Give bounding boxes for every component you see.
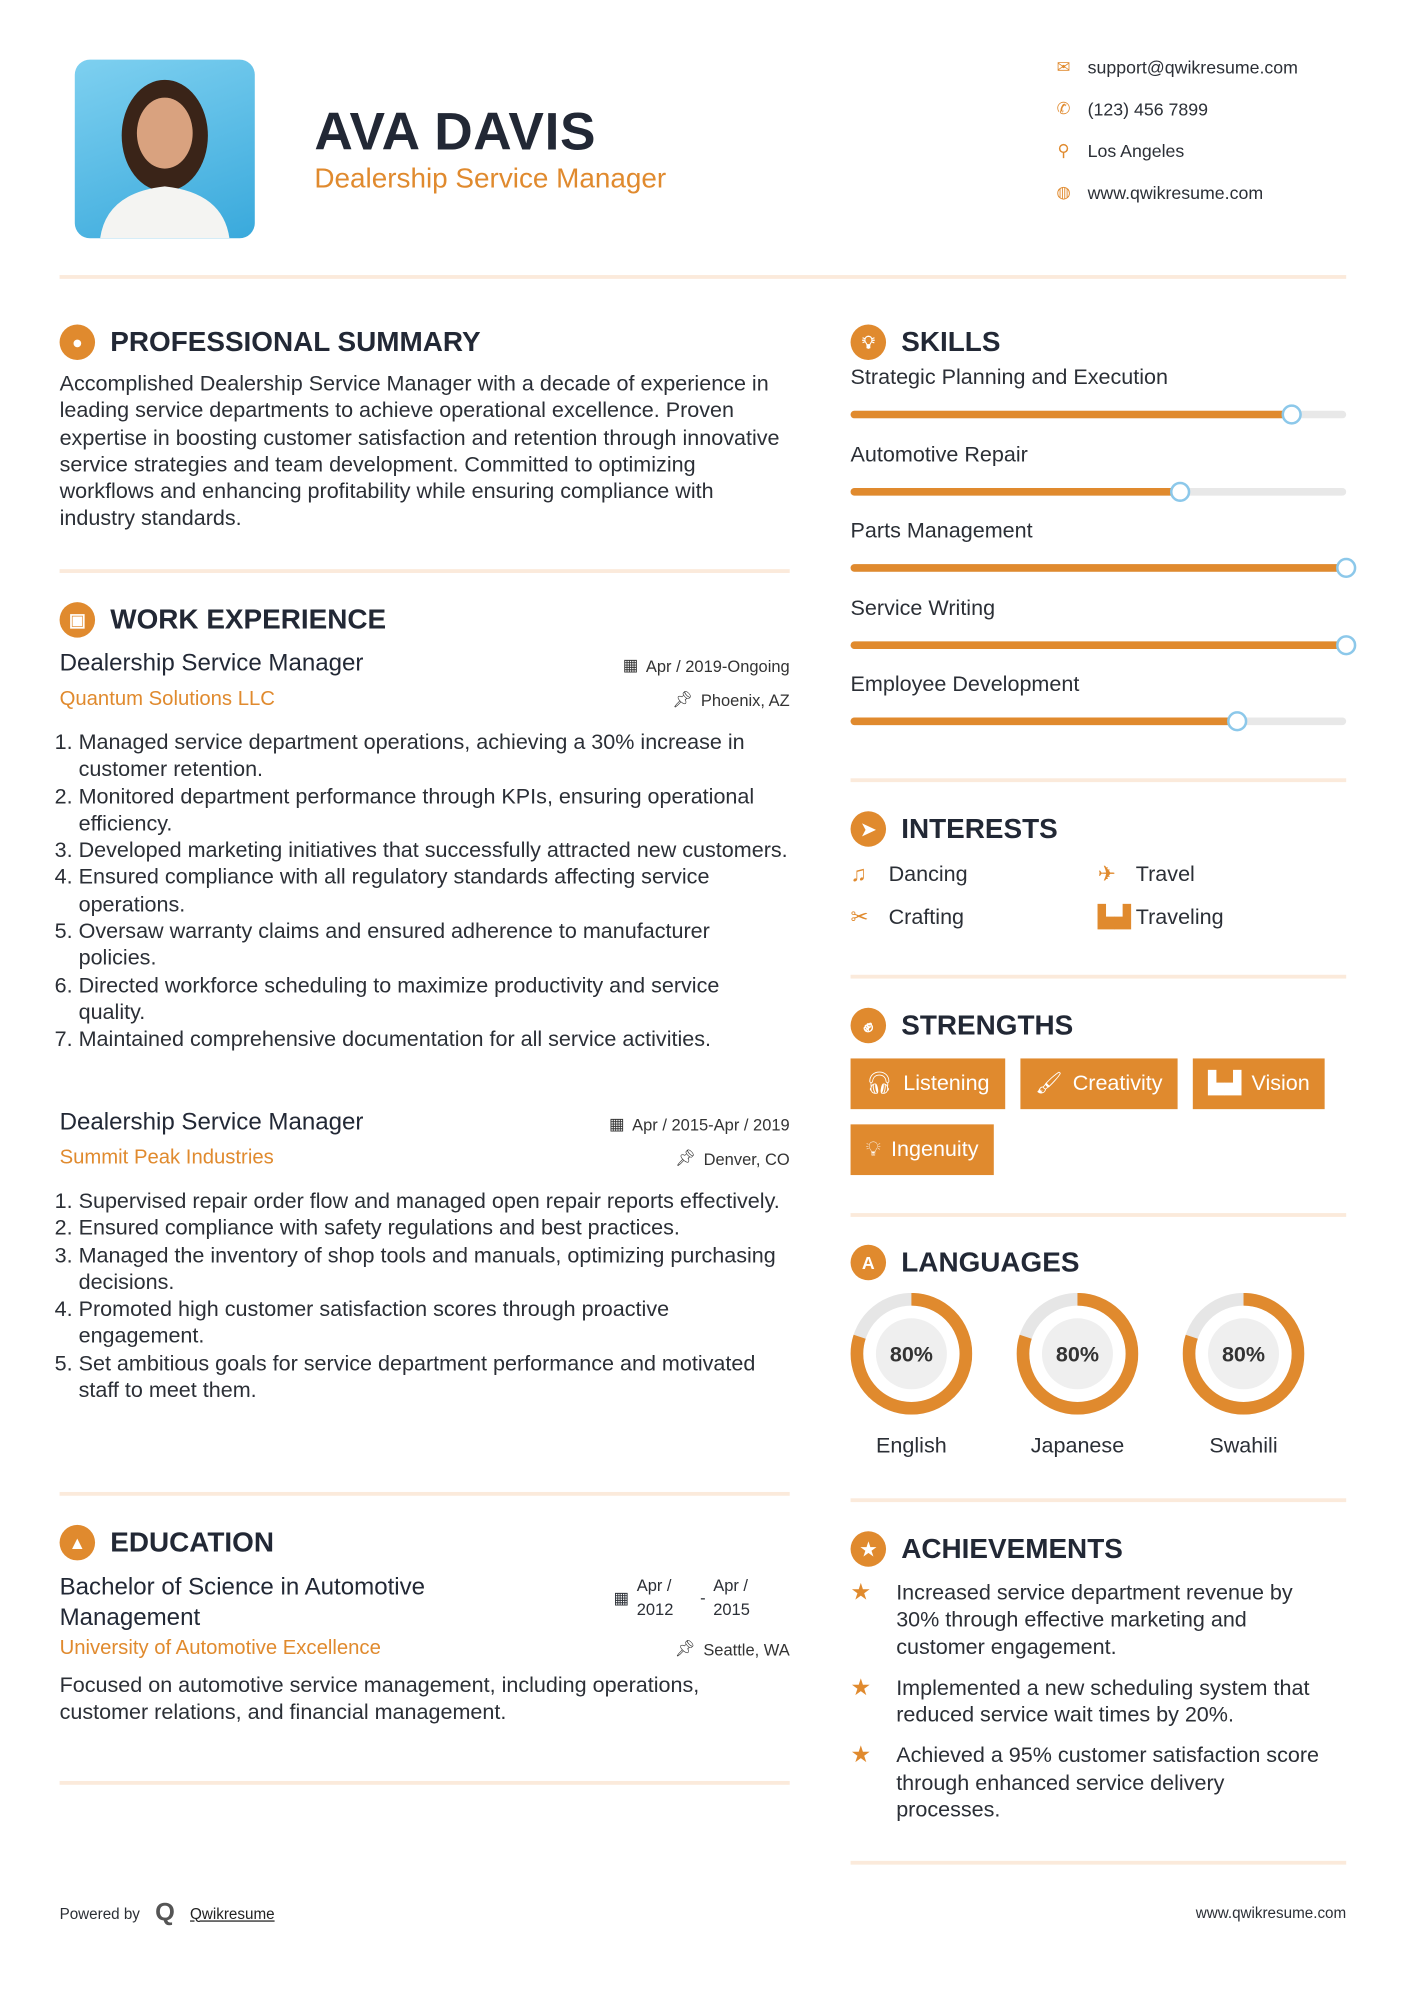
achievement-text: Achieved a 95% customer satisfaction score through enhanced service delivery processes. — [896, 1743, 1320, 1822]
profile-photo — [75, 60, 255, 239]
company-name: Summit Peak Industries — [59, 1147, 274, 1169]
achievement-item — [851, 1674, 1333, 1728]
skill-item — [851, 595, 1347, 672]
language-ring — [1017, 1293, 1139, 1415]
divider — [851, 1861, 1347, 1865]
heading-text: WORK EXPERIENCE — [110, 603, 387, 636]
work-heading — [60, 602, 790, 637]
skill-bar-fill — [851, 411, 1292, 419]
language-item — [1017, 1293, 1139, 1459]
strength-badge — [851, 1124, 994, 1175]
heading-text: SKILLS — [901, 325, 1001, 358]
skill-bar-knob — [1282, 404, 1302, 424]
music-icon: ♫ — [850, 861, 867, 887]
location-text: Seattle, WA — [703, 1639, 790, 1659]
interests-heading — [851, 811, 1347, 846]
achievement-text: Implemented a new scheduling system that reduced service wait times by 20%. — [896, 1675, 1310, 1727]
skill-bar — [851, 487, 1347, 495]
bullet: 2. Monitored department performance through KPIs, ensuring operational efficiency. — [79, 783, 790, 837]
bullet: 4. Ensured compliance with all regulatory standards affecting service operations. — [79, 864, 790, 918]
interest-item — [1098, 862, 1345, 887]
bullet: 2. Ensured compliance with safety regulations and best practices. — [79, 1215, 790, 1242]
location-text: Phoenix, AZ — [700, 690, 790, 710]
bullet: 3. Developed marketing initiatives that successfully attracted new customers. — [79, 837, 790, 864]
language-ring — [851, 1293, 973, 1415]
skill-item — [851, 518, 1347, 595]
skill-item — [851, 442, 1347, 519]
school-name: University of Automotive Excellence — [59, 1637, 381, 1660]
strength-label: Listening — [903, 1071, 990, 1096]
job-entry-2 — [60, 1109, 790, 1404]
dates-text: Apr / 2019-Ongoing — [645, 655, 790, 675]
pushpin-icon: 📌︎ — [672, 689, 694, 709]
paper-plane-icon: ➤ — [851, 811, 886, 846]
divider — [851, 778, 1347, 782]
heading-text: EDUCATION — [110, 1526, 274, 1558]
powered-by-text: Powered by — [59, 1904, 140, 1923]
education-heading — [60, 1525, 790, 1560]
company-name: Quantum Solutions LLC — [59, 688, 275, 710]
interests-section — [851, 811, 1347, 930]
heading-text: ACHIEVEMENTS — [901, 1532, 1123, 1565]
star-icon: ★ — [850, 1674, 872, 1700]
lightbulb-icon: 💡︎ — [865, 1137, 881, 1162]
summary-heading — [60, 325, 790, 360]
job-dates — [623, 655, 790, 675]
heading-text: INTERESTS — [901, 812, 1058, 845]
bullet: 4. Promoted high customer satisfaction scores through proactive engagement. — [79, 1296, 790, 1350]
bullet: 1. Supervised repair order flow and managed open repair reports effectively. — [79, 1188, 790, 1215]
education-section — [60, 1525, 790, 1726]
skills-section — [851, 325, 1347, 749]
pushpin-icon: 📌︎ — [675, 1148, 697, 1168]
achievements-section — [851, 1531, 1347, 1823]
graduation-cap-icon: ▲ — [60, 1525, 95, 1560]
strengths-heading — [851, 1008, 1347, 1043]
candidate-title: Dealership Service Manager — [314, 162, 667, 194]
job-location — [675, 1148, 790, 1168]
job-dates — [609, 1114, 790, 1134]
interest-item — [851, 862, 1098, 887]
skill-bar-knob — [1336, 634, 1356, 654]
date-separator: - — [700, 1588, 706, 1608]
end-date: Apr / 2015 — [713, 1575, 750, 1619]
bullet: 1. Managed service department operations, achieving a 30% increase in customer retention. — [79, 729, 790, 783]
strength-badge — [851, 1058, 1005, 1109]
header-divider — [60, 275, 1347, 279]
skill-name: Strategic Planning and Execution — [850, 365, 1169, 390]
skills-heading — [851, 325, 1347, 360]
language-percent: 80% — [889, 1342, 933, 1367]
lightbulb-icon: 💡︎ — [851, 325, 886, 360]
achievement-item — [851, 1579, 1333, 1660]
language-name: Japanese — [1030, 1433, 1125, 1458]
brand-link[interactable]: Qwikresume — [190, 1904, 275, 1923]
binoculars-icon: ▙▟ — [1097, 905, 1131, 930]
languages-heading — [851, 1245, 1347, 1280]
job-header — [60, 1109, 790, 1180]
paintbrush-icon: 🖌︎ — [1035, 1071, 1063, 1096]
language-name: Swahili — [1209, 1433, 1278, 1458]
divider — [851, 1498, 1347, 1502]
skill-name: Employee Development — [850, 671, 1080, 696]
skill-bar-fill — [851, 564, 1347, 572]
language-name: English — [876, 1433, 947, 1458]
achievement-item — [851, 1742, 1333, 1823]
email-text: support@qwikresume.com — [1087, 57, 1298, 78]
pushpin-icon: 📌︎ — [674, 1639, 696, 1659]
location-text: Los Angeles — [1087, 140, 1185, 161]
phone-text: (123) 456 7899 — [1087, 98, 1208, 120]
headphones-icon: 🎧︎ — [865, 1071, 894, 1096]
bullet: 5. Oversaw warranty claims and ensured adherence to manufacturer policies. — [79, 918, 790, 972]
divider — [851, 975, 1347, 979]
qwikresume-logo-icon: Q — [155, 1898, 175, 1927]
strengths-section — [851, 1008, 1347, 1175]
language-item — [1183, 1293, 1305, 1459]
contact-phone — [1055, 99, 1208, 119]
footer-powered — [60, 1899, 275, 1928]
achievement-text: Increased service department revenue by 30% through effective marketing and customer engagement. — [896, 1580, 1293, 1659]
globe-icon: ◍ — [1056, 182, 1071, 202]
strength-label: Creativity — [1072, 1071, 1163, 1096]
envelope-icon: ✉ — [1056, 57, 1071, 77]
education-description: Focused on automotive service management, including operations, customer relations, and financial management. — [59, 1673, 700, 1725]
skill-bar-fill — [851, 717, 1238, 725]
map-pin-icon: ⚲ — [1057, 140, 1070, 160]
website-text: www.qwikresume.com — [1087, 182, 1264, 203]
divider — [60, 1492, 790, 1496]
work-section — [60, 602, 790, 1053]
briefcase-icon: ▣ — [60, 602, 95, 637]
achievements-heading — [851, 1531, 1347, 1566]
language-percent: 80% — [1221, 1342, 1266, 1367]
education-dates — [614, 1573, 769, 1621]
strength-badge — [1193, 1058, 1325, 1109]
contact-website[interactable] — [1055, 183, 1264, 203]
strength-label: Ingenuity — [891, 1137, 979, 1162]
strength-badge — [1020, 1058, 1178, 1109]
location-text: Denver, CO — [703, 1149, 790, 1169]
star-badge-icon: ★ — [851, 1531, 886, 1566]
education-header — [60, 1573, 790, 1662]
star-icon: ★ — [850, 1742, 872, 1768]
skill-bar-knob — [1227, 711, 1247, 731]
summary-section — [60, 325, 790, 533]
skill-bar — [851, 411, 1347, 419]
dates-text: Apr / 2015-Apr / 2019 — [632, 1114, 790, 1134]
interest-item — [851, 905, 1098, 930]
footer-url[interactable]: www.qwikresume.com — [1195, 1903, 1347, 1922]
bullet: 5. Set ambitious goals for service department performance and motivated staff to meet them. — [79, 1350, 790, 1404]
job-bullets — [60, 1188, 790, 1404]
divider — [851, 1213, 1347, 1217]
heading-text: PROFESSIONAL SUMMARY — [110, 325, 481, 358]
binoculars-icon: ▙▟ — [1208, 1071, 1242, 1096]
contact-location — [1055, 141, 1185, 161]
job-title: Dealership Service Manager — [59, 1109, 364, 1136]
skill-bar-fill — [851, 487, 1181, 495]
job-header — [60, 650, 790, 721]
skill-name: Parts Management — [850, 518, 1033, 543]
language-ring — [1183, 1293, 1305, 1415]
job-bullets — [60, 729, 790, 1053]
skill-bar-knob — [1336, 558, 1356, 578]
start-date: Apr / 2012 — [636, 1575, 674, 1619]
skill-bar — [851, 641, 1347, 649]
interest-label: Traveling — [1135, 905, 1224, 930]
skill-item — [851, 672, 1347, 749]
divider — [60, 1781, 790, 1785]
fist-icon: ✊︎ — [851, 1008, 886, 1043]
job-title: Dealership Service Manager — [59, 650, 364, 677]
skill-name: Service Writing — [850, 595, 996, 620]
languages-section — [851, 1245, 1347, 1459]
bullet: 3. Managed the inventory of shop tools and manuals, optimizing purchasing decisions. — [79, 1242, 790, 1296]
calendar-icon: ▦ — [608, 1114, 625, 1134]
calendar-icon: ▦ — [613, 1588, 630, 1608]
language-percent: 80% — [1055, 1342, 1100, 1367]
bullet: 7. Maintained comprehensive documentation for all service activities. — [79, 1026, 790, 1053]
star-icon: ★ — [850, 1579, 872, 1605]
heading-text: LANGUAGES — [901, 1246, 1080, 1278]
heading-text: STRENGTHS — [901, 1009, 1074, 1041]
degree-title: Bachelor of Science in Automotive Management — [59, 1574, 426, 1632]
summary-text: Accomplished Dealership Service Manager with a decade of experience in leading service departments to achieve operational excellence. Proven expertise in boosting customer satisfaction and retention through innovative service strategies and team development. Committed to optimizing workflows and enhancing profitability while ensuring compliance with industry standards. — [59, 371, 780, 531]
calendar-icon: ▦ — [622, 655, 639, 675]
interest-label: Dancing — [888, 861, 968, 887]
job-location — [672, 690, 789, 710]
candidate-name: AVA DAVIS — [314, 101, 597, 161]
language-icon: A — [851, 1245, 886, 1280]
phone-icon: ✆ — [1056, 98, 1071, 118]
contact-email[interactable] — [1055, 57, 1298, 77]
strength-label: Vision — [1251, 1071, 1310, 1096]
skill-bar — [851, 564, 1347, 572]
interest-label: Crafting — [888, 905, 965, 930]
skill-bar — [851, 717, 1347, 725]
bullet: 6. Directed workforce scheduling to maximize productivity and service quality. — [79, 972, 790, 1026]
language-item — [851, 1293, 973, 1459]
education-location — [675, 1639, 790, 1659]
interest-label: Travel — [1135, 861, 1195, 887]
interest-item — [1098, 905, 1345, 930]
divider — [60, 569, 790, 573]
skill-bar-knob — [1170, 481, 1190, 501]
scissors-icon: ✂ — [850, 905, 869, 930]
plane-icon: ✈ — [1097, 861, 1116, 887]
skill-bar-fill — [851, 641, 1347, 649]
skill-item — [851, 365, 1347, 442]
skill-name: Automotive Repair — [850, 441, 1028, 466]
user-icon: ● — [60, 325, 95, 360]
